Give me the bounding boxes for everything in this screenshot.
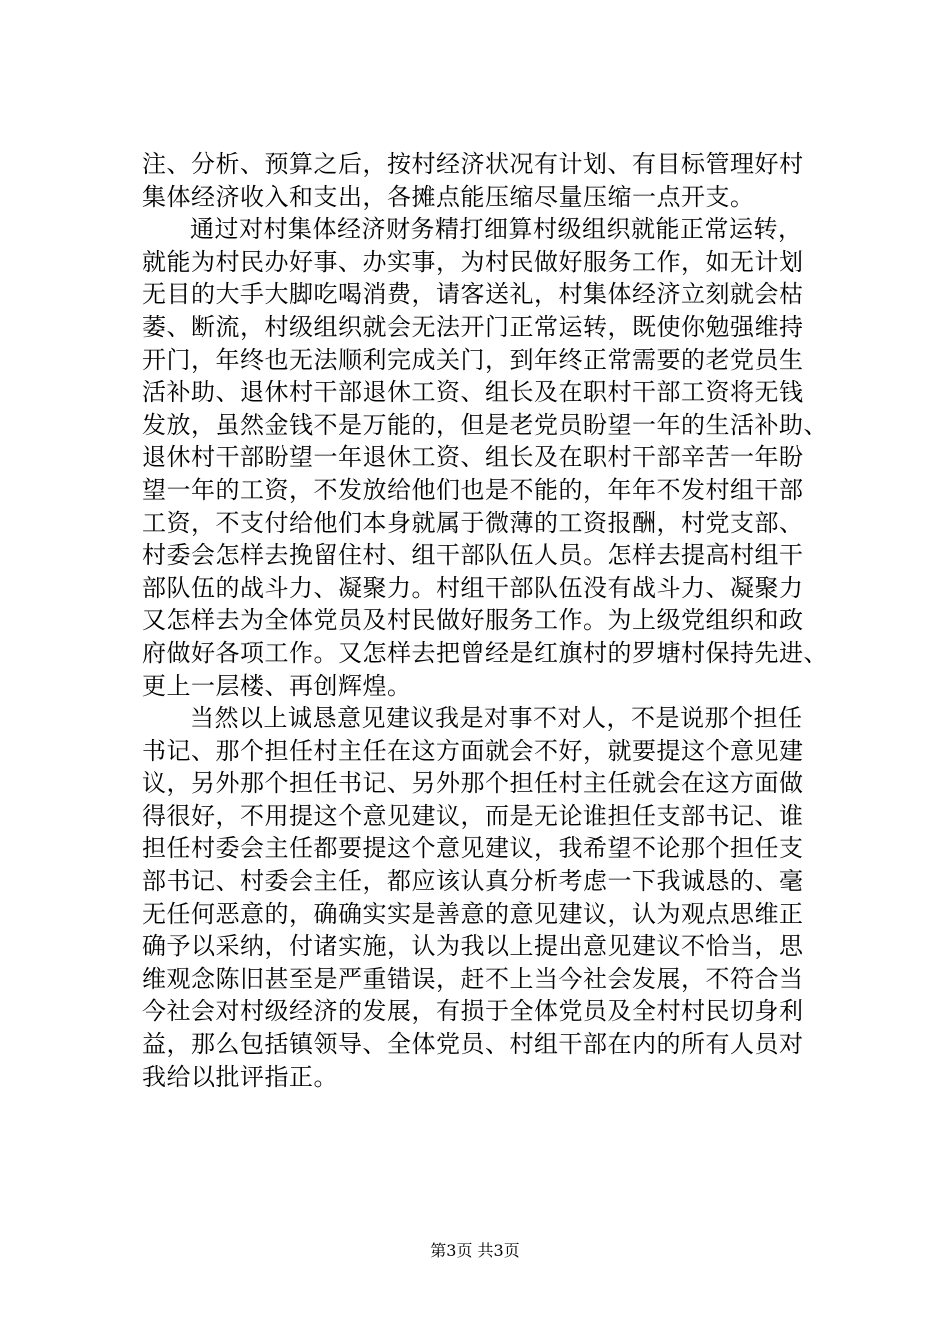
- text-line: 活补助、退休村干部退休工资、组长及在职村干部工资将无钱: [142, 378, 804, 407]
- text-line: 望一年的工资，不发放给他们也是不能的，年年不发村组干部: [142, 475, 804, 504]
- text-line: 今社会对村级经济的发展，有损于全体党员及全村村民切身利: [142, 997, 804, 1026]
- text-line: 开门，年终也无法顺利完成关门，到年终正常需要的老党员生: [142, 345, 804, 374]
- text-line: 集体经济收入和支出，各摊点能压缩尽量压缩一点开支。: [142, 182, 755, 211]
- page-number-label: 第3页 共3页: [430, 1241, 520, 1260]
- text-line: 部队伍的战斗力、凝聚力。村组干部队伍没有战斗力、凝聚力: [142, 573, 804, 602]
- text-line: 又怎样去为全体党员及村民做好服务工作。为上级党组织和政: [142, 606, 804, 635]
- text-line: 书记、那个担任村主任在这方面就会不好，就要提这个意见建: [142, 736, 804, 765]
- document-body: [142, 148, 842, 1093]
- text-line: 担任村委会主任都要提这个意见建议，我希望不论那个担任支: [142, 834, 804, 863]
- text-line: 得很好，不用提这个意见建议，而是无论谁担任支部书记、谁: [142, 801, 804, 830]
- text-line: 无目的大手大脚吃喝消费，请客送礼，村集体经济立刻就会枯: [142, 280, 804, 309]
- text-line: 发放，虽然金钱不是万能的，但是老党员盼望一年的生活补助、: [142, 410, 828, 439]
- text-line: 益，那么包括镇领导、全体党员、村组干部在内的所有人员对: [142, 1030, 804, 1059]
- text-line: 更上一层楼、再创辉煌。: [142, 671, 412, 700]
- page-footer: [0, 1240, 950, 1262]
- text-line: 萎、断流，村级组织就会无法开门正常运转，既使你勉强维持: [142, 312, 804, 341]
- text-line: 通过对村集体经济财务精打细算村级组织就能正常运转，: [190, 215, 803, 244]
- text-line: 部书记、村委会主任，都应该认真分析考虑一下我诚恳的、毫: [142, 867, 804, 896]
- text-line: 退休村干部盼望一年退休工资、组长及在职村干部辛苦一年盼: [142, 443, 804, 472]
- text-line: 就能为村民办好事、办实事，为村民做好服务工作，如无计划: [142, 247, 804, 276]
- text-line: 无任何恶意的，确确实实是善意的意见建议，认为观点思维正: [142, 899, 804, 928]
- text-line: 工资，不支付给他们本身就属于微薄的工资报酬，村党支部、: [142, 508, 804, 537]
- text-line: 确予以采纳，付诸实施，认为我以上提出意见建议不恰当，思: [142, 932, 804, 961]
- text-line: 注、分析、预算之后，按村经济状况有计划、有目标管理好村: [142, 150, 804, 178]
- text-line: 府做好各项工作。又怎样去把曾经是红旗村的罗塘村保持先进、: [142, 638, 828, 667]
- text-line: 议，另外那个担任书记、另外那个担任村主任就会在这方面做: [142, 769, 804, 798]
- text-line: 维观念陈旧甚至是严重错误，赶不上当今社会发展，不符合当: [142, 964, 804, 993]
- text-line: 当然以上诚恳意见建议我是对事不对人，不是说那个担任: [190, 704, 803, 733]
- text-line: 我给以批评指正。: [142, 1062, 338, 1091]
- text-line: 村委会怎样去挽留住村、组干部队伍人员。怎样去提高村组干: [142, 541, 804, 570]
